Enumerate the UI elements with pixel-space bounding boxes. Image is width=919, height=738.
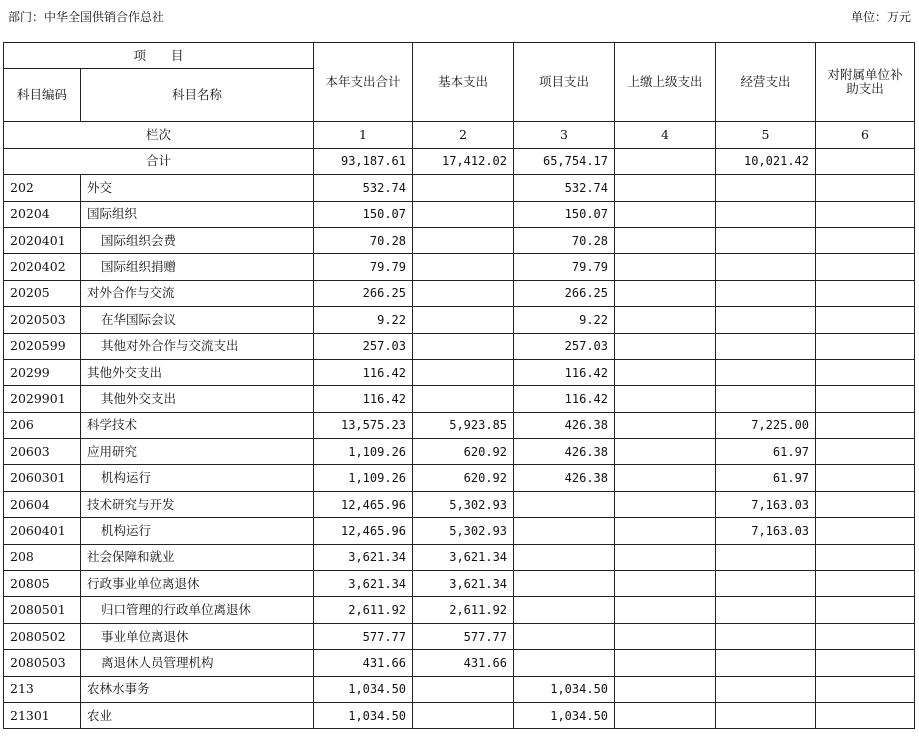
table-row: [4, 227, 915, 253]
name-cell: 技术研究与开发: [81, 491, 314, 517]
value-cell: [514, 491, 615, 517]
name-cell: 社会保障和就业: [81, 544, 314, 570]
value-cell: [816, 175, 915, 201]
value-cell: 3,621.34: [413, 571, 514, 597]
value-cell: [816, 412, 915, 438]
code-cell: 206: [4, 412, 81, 438]
value-cell: [615, 439, 716, 465]
value-cell: 116.42: [314, 386, 413, 412]
value-cell: [615, 227, 716, 253]
col-operating-header: 经营支出: [716, 43, 816, 122]
expenditure-table: [3, 42, 915, 729]
table-row: [4, 597, 915, 623]
name-cell: 对外合作与交流: [81, 280, 314, 306]
value-cell: 5,302.93: [413, 518, 514, 544]
name-cell: 应用研究: [81, 439, 314, 465]
value-cell: [413, 254, 514, 280]
index-number-cell: 6: [816, 122, 915, 148]
value-cell: [514, 571, 615, 597]
value-cell: 1,034.50: [314, 702, 413, 728]
value-cell: 426.38: [514, 412, 615, 438]
value-cell: [816, 702, 915, 728]
name-cell: 其他外交支出: [81, 359, 314, 385]
code-cell: 21301: [4, 702, 81, 728]
value-cell: [514, 518, 615, 544]
value-cell: [615, 597, 716, 623]
name-cell: 离退休人员管理机构: [81, 650, 314, 676]
name-cell: 农业: [81, 702, 314, 728]
value-cell: 431.66: [314, 650, 413, 676]
value-cell: 1,109.26: [314, 465, 413, 491]
value-cell: 61.97: [716, 465, 816, 491]
value-cell: 2,611.92: [413, 597, 514, 623]
value-cell: [615, 254, 716, 280]
code-cell: 2029901: [4, 386, 81, 412]
name-cell: 农林水事务: [81, 676, 314, 702]
value-cell: [615, 175, 716, 201]
value-cell: [615, 676, 716, 702]
table-body: [4, 175, 915, 729]
value-cell: [615, 386, 716, 412]
value-cell: [716, 702, 816, 728]
value-cell: [413, 201, 514, 227]
name-cell: 国际组织会费: [81, 227, 314, 253]
value-cell: [716, 175, 816, 201]
col-name-header: 科目名称: [81, 69, 314, 122]
value-cell: 12,465.96: [314, 491, 413, 517]
unit-label: 单位：万元: [850, 10, 911, 24]
value-cell: [716, 676, 816, 702]
table-row: [4, 491, 915, 517]
total-value-cell: 10,021.42: [716, 148, 816, 174]
total-label: 合计: [4, 148, 314, 174]
value-cell: 426.38: [514, 465, 615, 491]
value-cell: [816, 465, 915, 491]
value-cell: 1,034.50: [514, 702, 615, 728]
value-cell: 70.28: [314, 227, 413, 253]
index-label: 栏次: [4, 122, 314, 148]
value-cell: [716, 386, 816, 412]
value-cell: 532.74: [314, 175, 413, 201]
value-cell: 1,109.26: [314, 439, 413, 465]
value-cell: 116.42: [514, 386, 615, 412]
value-cell: [716, 544, 816, 570]
value-cell: 3,621.34: [314, 571, 413, 597]
index-number-cell: 5: [716, 122, 816, 148]
table-row: [4, 571, 915, 597]
value-cell: [716, 359, 816, 385]
name-cell: 其他对外合作与交流支出: [81, 333, 314, 359]
value-cell: [413, 307, 514, 333]
value-cell: [816, 333, 915, 359]
index-number-cell: 3: [514, 122, 615, 148]
value-cell: [413, 386, 514, 412]
value-cell: [816, 254, 915, 280]
value-cell: [615, 359, 716, 385]
table-row: [4, 544, 915, 570]
value-cell: [716, 571, 816, 597]
code-cell: 202: [4, 175, 81, 201]
value-cell: [816, 359, 915, 385]
value-cell: [716, 650, 816, 676]
value-cell: 5,302.93: [413, 491, 514, 517]
code-cell: 20205: [4, 280, 81, 306]
table-row: [4, 175, 915, 201]
code-cell: 20604: [4, 491, 81, 517]
value-cell: [816, 623, 915, 649]
value-cell: [615, 307, 716, 333]
col-code-header: 科目编码: [4, 69, 81, 122]
value-cell: 150.07: [514, 201, 615, 227]
code-cell: 208: [4, 544, 81, 570]
value-cell: 1,034.50: [314, 676, 413, 702]
value-cell: [615, 491, 716, 517]
code-cell: 2080503: [4, 650, 81, 676]
value-cell: 5,923.85: [413, 412, 514, 438]
table-row: [4, 201, 915, 227]
value-cell: [413, 676, 514, 702]
table-row: [4, 439, 915, 465]
value-cell: [716, 254, 816, 280]
code-cell: 2020503: [4, 307, 81, 333]
value-cell: [816, 307, 915, 333]
value-cell: [615, 571, 716, 597]
value-cell: [816, 227, 915, 253]
table-row: [4, 623, 915, 649]
code-cell: 20805: [4, 571, 81, 597]
value-cell: [413, 333, 514, 359]
value-cell: [615, 201, 716, 227]
value-cell: [514, 623, 615, 649]
value-cell: [615, 412, 716, 438]
value-cell: 620.92: [413, 465, 514, 491]
value-cell: 150.07: [314, 201, 413, 227]
value-cell: [413, 702, 514, 728]
value-cell: 620.92: [413, 439, 514, 465]
value-cell: [816, 571, 915, 597]
value-cell: 116.42: [514, 359, 615, 385]
value-cell: 9.22: [514, 307, 615, 333]
name-cell: 其他外交支出: [81, 386, 314, 412]
value-cell: [413, 359, 514, 385]
value-cell: 3,621.34: [314, 544, 413, 570]
table-row: [4, 386, 915, 412]
value-cell: 7,163.03: [716, 518, 816, 544]
table-row: [4, 280, 915, 306]
index-number-cell: 4: [615, 122, 716, 148]
value-cell: [615, 702, 716, 728]
code-cell: 213: [4, 676, 81, 702]
table-row: [4, 702, 915, 728]
value-cell: [615, 518, 716, 544]
code-cell: 2020401: [4, 227, 81, 253]
code-cell: 2080502: [4, 623, 81, 649]
index-row: [4, 122, 915, 148]
department-label: 部门：中华全国供销合作总社: [8, 10, 165, 24]
value-cell: 79.79: [314, 254, 413, 280]
table-row: [4, 333, 915, 359]
value-cell: 577.77: [413, 623, 514, 649]
value-cell: [615, 650, 716, 676]
table-row: [4, 307, 915, 333]
table-row: [4, 465, 915, 491]
value-cell: 257.03: [314, 333, 413, 359]
value-cell: 116.42: [314, 359, 413, 385]
value-cell: [615, 280, 716, 306]
value-cell: [716, 333, 816, 359]
value-cell: [716, 280, 816, 306]
value-cell: 426.38: [514, 439, 615, 465]
table-row: [4, 254, 915, 280]
value-cell: [615, 465, 716, 491]
table-row: [4, 650, 915, 676]
col-project-header: 项目支出: [514, 43, 615, 122]
value-cell: [615, 623, 716, 649]
value-cell: [615, 544, 716, 570]
code-cell: 2080501: [4, 597, 81, 623]
value-cell: [816, 439, 915, 465]
col-total-header: 本年支出合计: [314, 43, 413, 122]
value-cell: [716, 623, 816, 649]
name-cell: 外交: [81, 175, 314, 201]
value-cell: 2,611.92: [314, 597, 413, 623]
col-remit-header: 上缴上级支出: [615, 43, 716, 122]
value-cell: [716, 307, 816, 333]
value-cell: [514, 597, 615, 623]
code-cell: 2020599: [4, 333, 81, 359]
name-cell: 机构运行: [81, 465, 314, 491]
value-cell: 7,225.00: [716, 412, 816, 438]
code-cell: 2020402: [4, 254, 81, 280]
table-row: [4, 359, 915, 385]
value-cell: 431.66: [413, 650, 514, 676]
col-subsidy-header: 对附属单位补助支出: [816, 43, 915, 122]
code-cell: 20299: [4, 359, 81, 385]
value-cell: 61.97: [716, 439, 816, 465]
total-value-cell: 65,754.17: [514, 148, 615, 174]
code-cell: 2060301: [4, 465, 81, 491]
value-cell: 266.25: [314, 280, 413, 306]
value-cell: [816, 280, 915, 306]
value-cell: 532.74: [514, 175, 615, 201]
table-row: [4, 518, 915, 544]
value-cell: [716, 597, 816, 623]
value-cell: [615, 333, 716, 359]
code-cell: 20204: [4, 201, 81, 227]
total-value-cell: 17,412.02: [413, 148, 514, 174]
item-group-header: 项 目: [4, 43, 314, 69]
name-cell: 科学技术: [81, 412, 314, 438]
value-cell: [514, 544, 615, 570]
name-cell: 归口管理的行政单位离退休: [81, 597, 314, 623]
value-cell: [413, 227, 514, 253]
code-cell: 20603: [4, 439, 81, 465]
value-cell: 266.25: [514, 280, 615, 306]
value-cell: [816, 201, 915, 227]
value-cell: [514, 650, 615, 676]
value-cell: 13,575.23: [314, 412, 413, 438]
total-value-cell: [615, 148, 716, 174]
name-cell: 事业单位离退休: [81, 623, 314, 649]
value-cell: 70.28: [514, 227, 615, 253]
total-row: [4, 148, 915, 174]
table-row: [4, 676, 915, 702]
value-cell: 7,163.03: [716, 491, 816, 517]
value-cell: 9.22: [314, 307, 413, 333]
value-cell: [413, 175, 514, 201]
total-value-cell: 93,187.61: [314, 148, 413, 174]
name-cell: 国际组织捐赠: [81, 254, 314, 280]
name-cell: 在华国际会议: [81, 307, 314, 333]
value-cell: 3,621.34: [413, 544, 514, 570]
value-cell: [716, 227, 816, 253]
name-cell: 机构运行: [81, 518, 314, 544]
value-cell: 79.79: [514, 254, 615, 280]
value-cell: [816, 650, 915, 676]
value-cell: [716, 201, 816, 227]
name-cell: 行政事业单位离退休: [81, 571, 314, 597]
value-cell: 577.77: [314, 623, 413, 649]
value-cell: 1,034.50: [514, 676, 615, 702]
value-cell: [816, 676, 915, 702]
table-row: [4, 412, 915, 438]
value-cell: [816, 518, 915, 544]
total-value-cell: [816, 148, 915, 174]
index-number-cell: 2: [413, 122, 514, 148]
value-cell: 257.03: [514, 333, 615, 359]
name-cell: 国际组织: [81, 201, 314, 227]
value-cell: [413, 280, 514, 306]
code-cell: 2060401: [4, 518, 81, 544]
value-cell: [816, 597, 915, 623]
value-cell: 12,465.96: [314, 518, 413, 544]
col-basic-header: 基本支出: [413, 43, 514, 122]
index-number-cell: 1: [314, 122, 413, 148]
value-cell: [816, 491, 915, 517]
value-cell: [816, 544, 915, 570]
report-header: [8, 8, 911, 26]
value-cell: [816, 386, 915, 412]
